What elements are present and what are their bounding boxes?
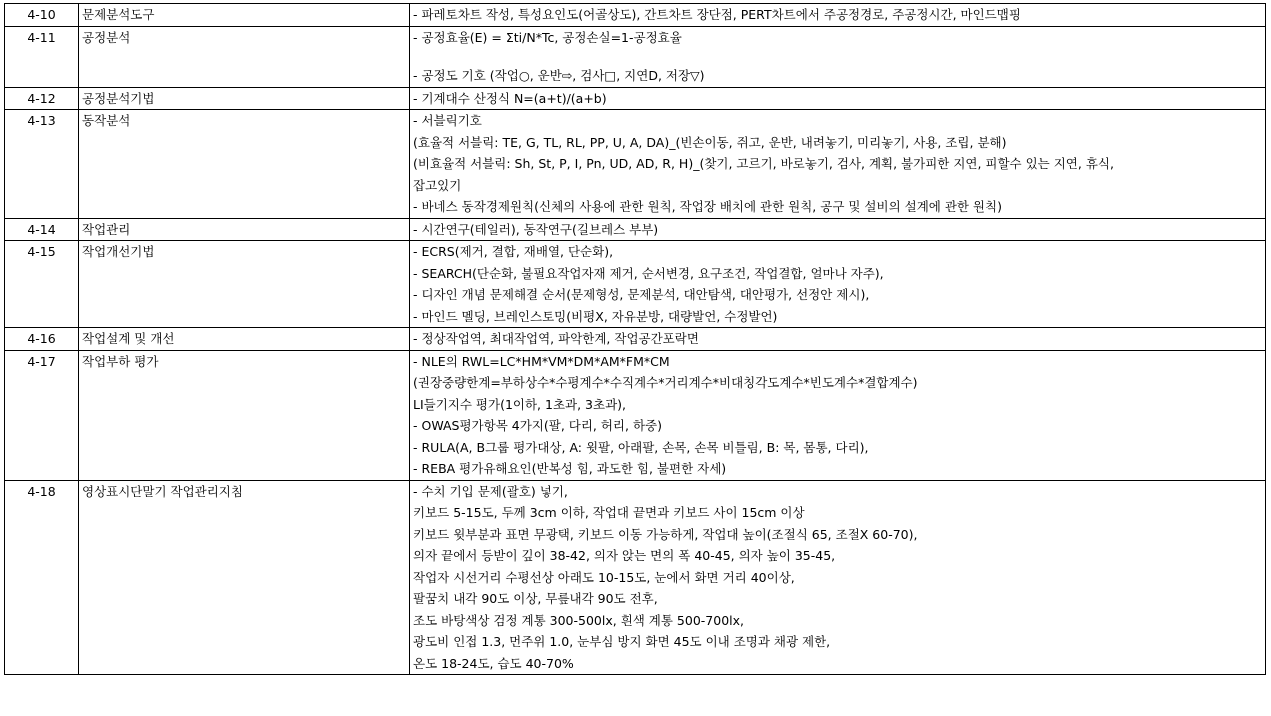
table-row <box>5 4 1266 27</box>
summary-table-body <box>5 4 1266 675</box>
row-topic: 작업설계 및 개선 <box>79 328 410 351</box>
detail-line: - 시간연구(테일러), 동작연구(길브레스 부부) <box>413 221 659 237</box>
row-topic: 영상표시단말기 작업관리지침 <box>79 480 410 675</box>
row-code: 4-12 <box>5 87 79 110</box>
detail-line: - 서블릭기호 <box>413 113 482 128</box>
row-code: 4-14 <box>5 218 79 241</box>
summary-table <box>4 3 1266 675</box>
detail-line: 온도 18-24도, 습도 40-70% <box>413 655 574 671</box>
row-detail <box>410 241 1266 328</box>
row-code: 4-15 <box>5 241 79 328</box>
detail-line: - SEARCH(단순화, 불필요작업자재 제거, 순서변경, 요구조건, 작업결합, 얼마나 자주), <box>413 265 884 281</box>
row-code: 4-16 <box>5 328 79 351</box>
row-topic: 작업부하 평가 <box>79 350 410 480</box>
row-topic: 동작분석 <box>79 110 410 219</box>
row-code: 4-17 <box>5 350 79 480</box>
detail-line: - RULA(A, B그룹 평가대상, A: 윗팔, 아래팔, 손목, 손목 비틀림, B: 목, 몸통, 다리), <box>413 439 869 455</box>
detail-line: - 공정효율(E) = Σti/N*Tc, 공정손실=1-공정효율 <box>413 29 682 45</box>
row-code: 4-18 <box>5 480 79 675</box>
detail-line: 잡고있기 <box>413 177 462 193</box>
detail-line: - 공정도 기호 (작업○, 운반⇨, 검사□, 지연D, 저장▽) <box>413 68 705 83</box>
table-row <box>5 218 1266 241</box>
table-row <box>5 26 1266 87</box>
detail-line: 키보드 5-15도, 두께 3cm 이하, 작업대 끝면과 키보드 사이 15cm 이상 <box>413 505 805 520</box>
table-row <box>5 87 1266 110</box>
detail-line: LI들기지수 평가(1이하, 1초과, 3초과), <box>413 396 627 412</box>
detail-line: - 정상작업역, 최대작업역, 파악한계, 작업공간포락면 <box>413 331 699 346</box>
detail-line: - 기계대수 산정식 N=(a+t)/(a+b) <box>413 90 607 106</box>
table-row <box>5 350 1266 480</box>
table-row <box>5 241 1266 328</box>
detail-line: - ECRS(제거, 결합, 재배열, 단순화), <box>413 244 614 259</box>
row-detail <box>410 26 1266 87</box>
row-code: 4-11 <box>5 26 79 87</box>
row-code: 4-13 <box>5 110 79 219</box>
row-detail <box>410 328 1266 351</box>
detail-line: (효율적 서블릭: TE, G, TL, RL, PP, U, A, DA)_(빈손이동, 쥐고, 운반, 내려놓기, 미리놓기, 사용, 조립, 분해) <box>413 134 1007 150</box>
detail-line: - 바네스 동작경제원칙(신체의 사용에 관한 원칙, 작업장 배치에 관한 원칙, 공구 및 설비의 설계에 관한 원칙) <box>413 199 1002 214</box>
row-topic: 작업개선기법 <box>79 241 410 328</box>
detail-line: 광도비 인접 1.3, 먼주위 1.0, 눈부심 방지 화면 45도 이내 조명과 채광 제한, <box>413 634 831 649</box>
row-detail <box>410 480 1266 675</box>
row-detail <box>410 350 1266 480</box>
detail-line: - 파레토차트 작성, 특성요인도(어골상도), 간트차트 장단점, PERT차트에서 주공정경로, 주공정시간, 마인드맵핑 <box>413 7 1021 22</box>
table-row <box>5 328 1266 351</box>
detail-line: 조도 바탕색상 검정 계통 300-500lx, 흰색 계통 500-700lx, <box>413 612 745 628</box>
row-topic: 공정분석기법 <box>79 87 410 110</box>
detail-line: - REBA 평가유해요인(반복성 힘, 과도한 힘, 불편한 자세) <box>413 461 727 476</box>
row-topic: 공정분석 <box>79 26 410 87</box>
table-row <box>5 110 1266 219</box>
detail-line: (권장중량한계=부하상수*수평계수*수직계수*거리계수*비대칭각도계수*빈도계수*결합계수) <box>413 375 918 390</box>
row-detail <box>410 4 1266 27</box>
row-detail <box>410 218 1266 241</box>
detail-line: 팔꿈치 내각 90도 이상, 무릎내각 90도 전후, <box>413 591 658 606</box>
detail-line: 키보드 윗부분과 표면 무광택, 키보드 이동 가능하게, 작업대 높이(조절식 65, 조절X 60-70), <box>413 526 918 542</box>
row-topic: 문제분석도구 <box>79 4 410 27</box>
detail-line: (비효율적 서블릭: Sh, St, P, I, Pn, UD, AD, R, H)_(찾기, 고르기, 바로놓기, 검사, 계획, 불가피한 지연, 피할수 있는 지연, 휴식, <box>413 156 1114 171</box>
detail-line: - 마인드 멜딩, 브레인스토밍(비평X, 자유분방, 대량발언, 수정발언) <box>413 308 778 324</box>
detail-line: - NLE의 RWL=LC*HM*VM*DM*AM*FM*CM <box>413 353 670 369</box>
detail-line: - 디자인 개념 문제해결 순서(문제형성, 문제분석, 대안탐색, 대안평가, 선정안 제시), <box>413 287 870 302</box>
detail-line <box>413 48 1262 65</box>
detail-line: - 수치 기입 문제(괄호) 넣기, <box>413 483 568 499</box>
detail-line: 의자 끝에서 등받이 깊이 38-42, 의자 앉는 면의 폭 40-45, 의자 높이 35-45, <box>413 548 836 563</box>
detail-line: 작업자 시선거리 수평선상 아래도 10-15도, 눈에서 화면 거리 40이상, <box>413 569 795 585</box>
table-row <box>5 480 1266 675</box>
row-topic: 작업관리 <box>79 218 410 241</box>
detail-line: - OWAS평가항목 4가지(팔, 다리, 허리, 하중) <box>413 418 662 433</box>
row-detail <box>410 87 1266 110</box>
row-code: 4-10 <box>5 4 79 27</box>
row-detail <box>410 110 1266 219</box>
